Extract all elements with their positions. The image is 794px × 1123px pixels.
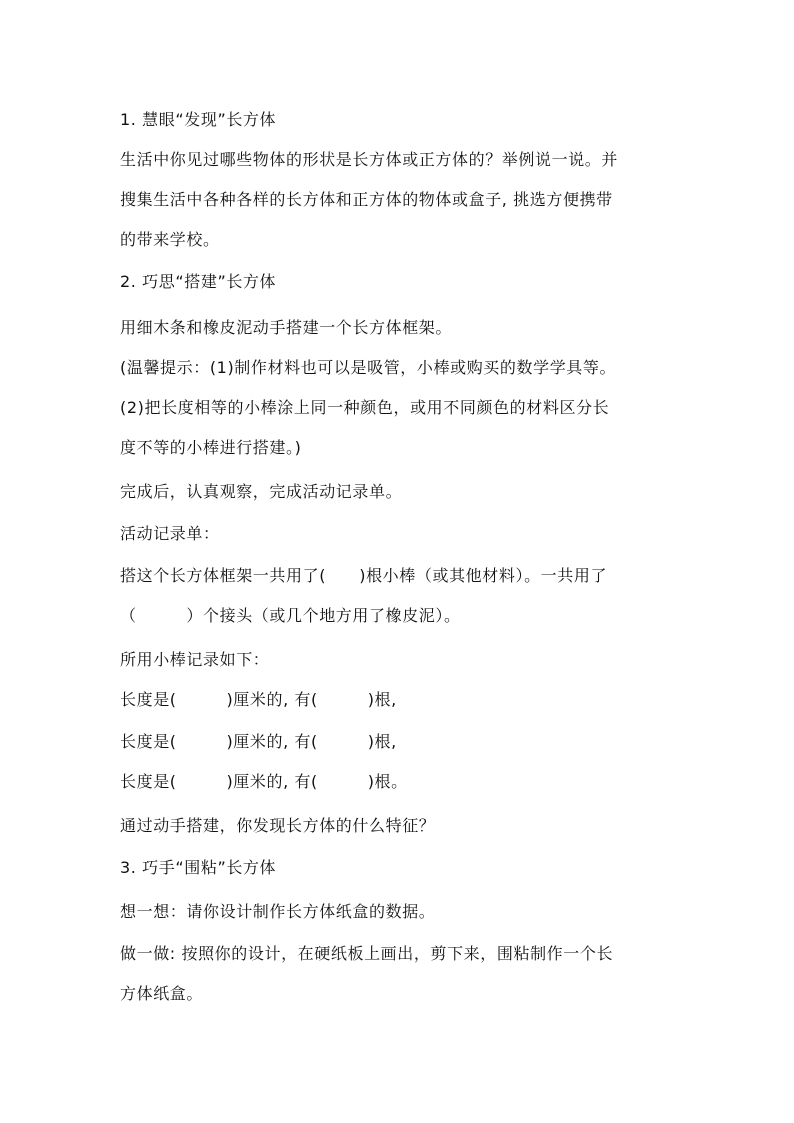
section-2-line-9: 所用小棒记录如下：: [120, 650, 270, 669]
section-2-line-10: 长度是( )厘米的, 有( )根,: [120, 690, 397, 709]
section-1-heading: 1. 慧眼“发现”长方体: [120, 110, 277, 129]
section-2-heading: 2. 巧思“搭建”长方体: [120, 272, 277, 291]
section-1-paragraph-line-3: 的带来学校。: [120, 230, 220, 249]
section-1-paragraph-line-2: 搜集生活中各种各样的长方体和正方体的物体或盒子, 挑选方便携带: [120, 190, 613, 209]
section-2-line-4: 度不等的小棒进行搭建。): [120, 438, 302, 457]
section-2-line-7: 搭这个长方体框架一共用了( )根小棒（或其他材料）。一共用了: [120, 566, 608, 585]
section-3-line-3: 方体纸盒。: [120, 984, 204, 1003]
section-2-line-12: 长度是( )厘米的, 有( )根。: [120, 772, 408, 791]
section-2-line-11: 长度是( )厘米的, 有( )根,: [120, 732, 397, 751]
section-2-line-5: 完成后，认真观察，完成活动记录单。: [120, 482, 403, 501]
section-3-line-2: 做一做: 按照你的设计，在硬纸板上画出，剪下来，围粘制作一个长: [120, 944, 614, 963]
section-1-paragraph-line-1: 生活中你见过哪些物体的形状是长方体或正方体的？举例说一说。并: [120, 150, 619, 169]
section-2-line-13: 通过动手搭建，你发现长方体的什么特征？: [120, 816, 436, 835]
section-2-line-6: 活动记录单：: [120, 524, 220, 543]
section-2-line-1: 用细木条和橡皮泥动手搭建一个长方体框架。: [120, 318, 453, 337]
section-2-line-8: （ ）个接头（或几个地方用了橡皮泥）。: [120, 606, 461, 625]
section-3-heading: 3. 巧手“围粘”长方体: [120, 858, 277, 877]
section-3-line-1: 想一想：请你设计制作长方体纸盒的数据。: [120, 902, 436, 921]
section-2-line-2: (温馨提示：(1)制作材料也可以是吸管，小棒或购买的数学学具等。: [120, 358, 617, 377]
section-2-line-3: (2)把长度相等的小棒涂上同一种颜色，或用不同颜色的材料区分长: [120, 398, 610, 417]
